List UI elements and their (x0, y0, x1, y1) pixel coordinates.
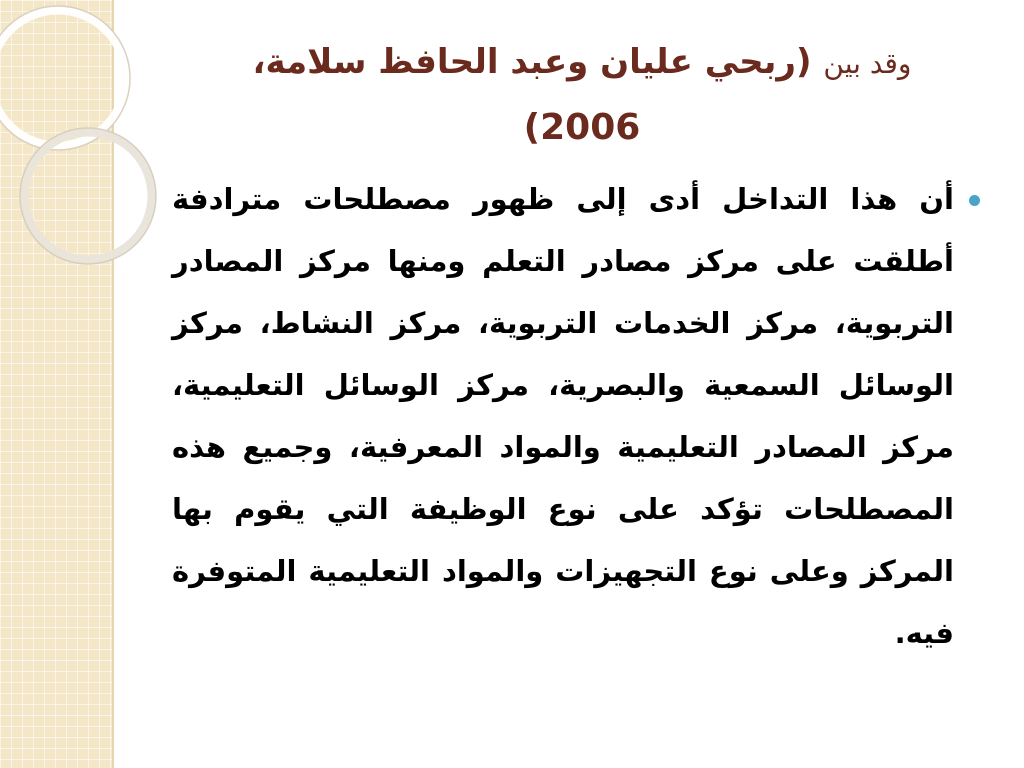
bullet-text: أن هذا التداخل أدى إلى ظهور مصطلحات مترادفة أطلقت على مركز مصادر التعلم ومنها مركز المصادر التربوية، مركز الخدمات التربوية، مركز النشاط، مركز الوسائل السمعية والبصرية، مركز الوسائل التعليمية، مركز المصادر التعليمية والمواد المعرفية، وجميع هذه المصطلحات تؤكد على نوع الوظيفة التي يقوم بها المركز وعلى نوع التجهيزات والمواد التعليمية المتوفرة فيه. (172, 182, 954, 650)
title-line-2: 2006) (523, 107, 641, 148)
decorative-circle-small (24, 132, 152, 260)
bullet-item (172, 168, 988, 664)
decorative-circle-large (0, 10, 126, 146)
title-line-1 (202, 30, 962, 96)
slide-body (172, 168, 988, 664)
decorative-circle-small-outline (20, 128, 156, 264)
decorative-circles (0, 0, 200, 320)
title-prefix: وقد بين (823, 47, 912, 80)
bullet-dot-icon (969, 195, 980, 206)
slide-title (202, 30, 962, 160)
decorative-circle-large-outline (0, 6, 130, 150)
title-citation: (ربحي عليان وعبد الحافظ سلامة، (252, 42, 812, 82)
